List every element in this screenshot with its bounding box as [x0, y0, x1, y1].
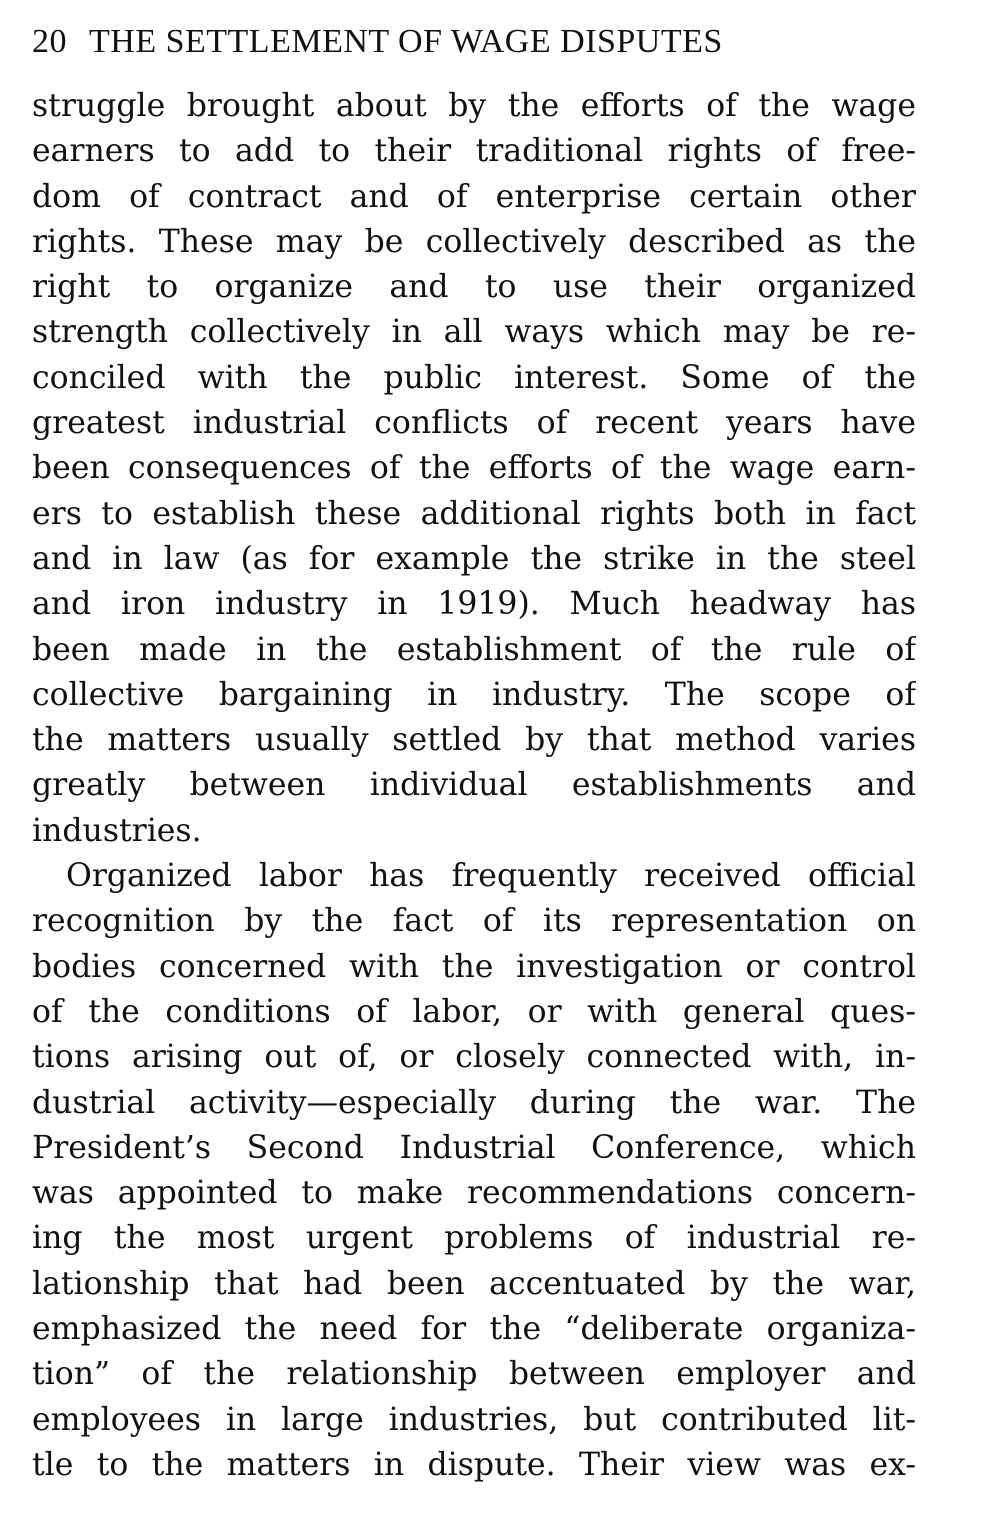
- text-line: right to organize and to use their organized: [32, 269, 916, 306]
- paragraph: [32, 84, 916, 854]
- text-line: the matters usually settled by that method varies: [32, 722, 916, 759]
- text-line: lationship that had been accentuated by the war,: [32, 1265, 916, 1302]
- text-line: bodies concerned with the investigation or control: [32, 948, 916, 985]
- text-line: been made in the establishment of the rule of: [32, 631, 916, 668]
- text-line: ers to establish these additional rights both in fact: [32, 495, 916, 532]
- text-line: employees in large industries, but contributed lit-: [32, 1401, 916, 1438]
- text-line: of the conditions of labor, or with general ques-: [32, 993, 916, 1030]
- text-line: conciled with the public interest. Some of the: [32, 359, 916, 396]
- paragraph: [32, 854, 916, 1488]
- text-line: and iron industry in 1919). Much headway has: [32, 586, 916, 623]
- text-line: collective bargaining in industry. The scope of: [32, 676, 916, 713]
- page-number: 20: [32, 23, 67, 60]
- text-line: tion” of the relationship between employer and: [32, 1356, 916, 1393]
- text-line: earners to add to their traditional rights of free-: [32, 133, 916, 170]
- running-title: THE SETTLEMENT OF WAGE DISPUTES: [89, 23, 723, 60]
- text-line: and in law (as for example the strike in the steel: [32, 540, 916, 577]
- text-line: dom of contract and of enterprise certain other: [32, 178, 916, 215]
- text-line: greatly between individual establishments and: [32, 767, 916, 804]
- text-line: recognition by the fact of its representation on: [32, 903, 916, 940]
- text-line: industries.: [32, 812, 202, 849]
- text-line: struggle brought about by the efforts of the wage: [32, 88, 916, 124]
- text-line: been consequences of the efforts of the wage earn-: [32, 450, 916, 487]
- text-line: ing the most urgent problems of industrial re-: [32, 1220, 916, 1257]
- body-text: [32, 84, 916, 1488]
- text-line: emphasized the need for the “deliberate organiza-: [32, 1311, 916, 1348]
- text-line: dustrial activity—especially during the war. The: [32, 1084, 916, 1121]
- text-line: President’s Second Industrial Conference, which: [32, 1129, 916, 1166]
- text-line: tions arising out of, or closely connected with, in-: [32, 1039, 916, 1076]
- text-line: tle to the matters in dispute. Their view was ex-: [32, 1446, 916, 1483]
- running-head: [32, 16, 912, 68]
- text-line: strength collectively in all ways which may be re-: [32, 314, 916, 351]
- text-line: rights. These may be collectively described as the: [32, 223, 916, 260]
- text-line: greatest industrial conflicts of recent years have: [32, 405, 916, 442]
- text-line: Organized labor has frequently received official: [66, 858, 916, 895]
- text-line: was appointed to make recommendations concern-: [32, 1175, 916, 1212]
